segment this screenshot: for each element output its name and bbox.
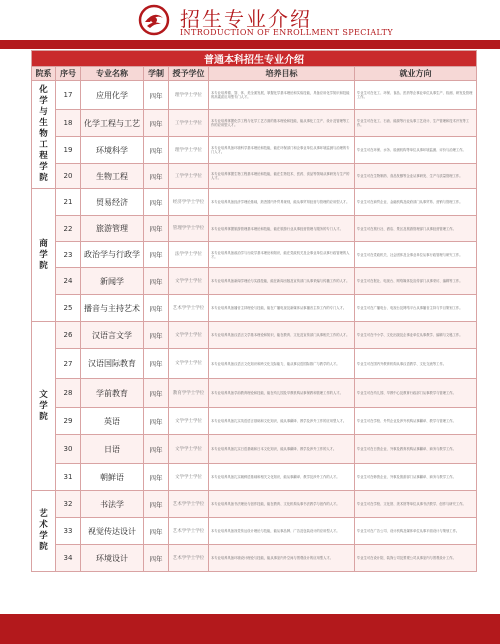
page-title: 招生专业介绍 xyxy=(180,7,312,31)
career-direction: 毕业生可在国内外教育机构从事汉语教学、文化交流等工作。 xyxy=(355,349,477,379)
enrollment-table-container xyxy=(31,50,476,612)
page-header xyxy=(0,0,500,40)
study-years: 四年 xyxy=(144,408,169,435)
enrollment-table xyxy=(31,50,477,572)
degree-type: 文学学士学位 xyxy=(169,464,209,491)
degree-type: 法学学士学位 xyxy=(169,242,209,268)
table-header-row xyxy=(32,67,477,81)
col-header-career: 就业方向 xyxy=(355,67,477,81)
career-direction: 毕业生可在旅行社、酒店、景区及旅游管理部门从事经营管理工作。 xyxy=(355,216,477,242)
training-goal: 本专业培养具备环境科学基本理论和技能，能在环保部门和企事业单位从事环境监测与治理的专门人才。 xyxy=(209,137,355,164)
col-header-degree: 授予学位 xyxy=(169,67,209,81)
study-years: 四年 xyxy=(144,518,169,545)
table-row xyxy=(32,295,477,322)
major-name: 视觉传达设计 xyxy=(81,518,144,545)
major-name: 书法学 xyxy=(81,491,144,518)
col-header-years: 学制 xyxy=(144,67,169,81)
row-number: 26 xyxy=(56,322,81,349)
training-goal: 本专业培养具备视觉传达设计理论与技能，能从事品牌、广告及包装设计的应用型人才。 xyxy=(209,518,355,545)
study-years: 四年 xyxy=(144,110,169,137)
department-name: 艺术学院 xyxy=(39,509,48,552)
training-goal: 本专业培养具备经济学理论基础，熟悉国内外贸易规则，能从事贸易经营与管理的应用型人才。 xyxy=(209,189,355,216)
major-name: 英语 xyxy=(81,408,144,435)
training-goal: 本专业培养掌握旅游管理基本理论和技能，能在旅游行业从事经营管理与服务的专门人才。 xyxy=(209,216,355,242)
department-cell xyxy=(32,322,56,491)
career-direction: 毕业生可在学校、外贸企业及涉外机构从事翻译、教学与管理工作。 xyxy=(355,408,477,435)
row-number: 22 xyxy=(56,216,81,242)
major-name: 朝鲜语 xyxy=(81,464,144,491)
table-row xyxy=(32,268,477,295)
training-goal: 本专业培养具备学前教育理论和技能，能在幼儿园及早教机构从事保教和管理工作的人才。 xyxy=(209,379,355,408)
training-goal: 本专业培养具备汉语言文学基本理论和知识，能在教育、文化及宣传部门从事相关工作的人才。 xyxy=(209,322,355,349)
degree-type: 艺术学学士学位 xyxy=(169,295,209,322)
study-years: 四年 xyxy=(144,137,169,164)
major-name: 汉语国际教育 xyxy=(81,349,144,379)
table-row xyxy=(32,545,477,572)
row-number: 21 xyxy=(56,189,81,216)
department-name: 化学与生物工程学院 xyxy=(39,85,48,183)
study-years: 四年 xyxy=(144,464,169,491)
table-row xyxy=(32,379,477,408)
degree-type: 文学学士学位 xyxy=(169,408,209,435)
study-years: 四年 xyxy=(144,189,169,216)
row-number: 32 xyxy=(56,491,81,518)
row-number: 31 xyxy=(56,464,81,491)
training-goal: 本专业培养具备扎实英语语言基础和文化知识，能从事翻译、教学及涉外工作的应用型人才。 xyxy=(209,408,355,435)
top-red-bar xyxy=(0,40,500,49)
major-name: 新闻学 xyxy=(81,268,144,295)
degree-type: 艺术学学士学位 xyxy=(169,491,209,518)
career-direction: 毕业生可在学校、文化馆、美术馆等单位从事书法教学、创作与研究工作。 xyxy=(355,491,477,518)
training-goal: 本专业培养德、智、体、美全面发展，掌握化学基本理论和实验技能，具备应用化学知识和技能的高素质应用型专门人才。 xyxy=(209,81,355,110)
row-number: 30 xyxy=(56,435,81,464)
career-direction: 毕业生可在生物制药、食品发酵等企业从事研发、生产与质量管理工作。 xyxy=(355,164,477,189)
university-logo-icon xyxy=(138,4,170,36)
training-goal: 本专业培养具备书法理论与创作技能，能在教育、文化机构从事书法教学与创作的人才。 xyxy=(209,491,355,518)
degree-type: 文学学士学位 xyxy=(169,349,209,379)
career-direction: 毕业生可在报社、电视台、网络媒体及宣传部门从事采访、编辑等工作。 xyxy=(355,268,477,295)
row-number: 34 xyxy=(56,545,81,572)
study-years: 四年 xyxy=(144,268,169,295)
degree-type: 管理学学士学位 xyxy=(169,216,209,242)
row-number: 27 xyxy=(56,349,81,379)
table-row xyxy=(32,137,477,164)
study-years: 四年 xyxy=(144,216,169,242)
row-number: 33 xyxy=(56,518,81,545)
career-direction: 毕业生可在广告公司、设计机构及媒体单位从事平面设计与策划工作。 xyxy=(355,518,477,545)
degree-type: 工学学士学位 xyxy=(169,164,209,189)
career-direction: 毕业生可在党政机关、社会团体及企事业单位从事行政管理与研究工作。 xyxy=(355,242,477,268)
study-years: 四年 xyxy=(144,379,169,408)
major-name: 旅游管理 xyxy=(81,216,144,242)
training-goal: 本专业培养具备扎实朝鲜语基础和相关文化知识，能从事翻译、教学及涉外工作的人才。 xyxy=(209,464,355,491)
training-goal: 本专业培养掌握化学工程与化学工艺方面的基本理论和技能，能从事化工生产、设计及管理等工作的应用型人才。 xyxy=(209,110,355,137)
table-row xyxy=(32,491,477,518)
table-row xyxy=(32,349,477,379)
table-row xyxy=(32,242,477,268)
study-years: 四年 xyxy=(144,322,169,349)
col-header-dept: 院系 xyxy=(32,67,56,81)
row-number: 28 xyxy=(56,379,81,408)
table-row xyxy=(32,518,477,545)
major-name: 贸易经济 xyxy=(81,189,144,216)
career-direction: 毕业生可在设计院、装饰公司及景观公司从事室内与景观设计工作。 xyxy=(355,545,477,572)
degree-type: 理学学士学位 xyxy=(169,137,209,164)
row-number: 20 xyxy=(56,164,81,189)
col-header-goal: 培养目标 xyxy=(209,67,355,81)
row-number: 25 xyxy=(56,295,81,322)
table-row xyxy=(32,81,477,110)
training-goal: 本专业培养具备政治学与行政学基本理论和知识，能在党政机关及企事业单位从事行政管理的人才。 xyxy=(209,242,355,268)
department-cell xyxy=(32,189,56,322)
department-name: 商学院 xyxy=(39,238,48,271)
row-number: 19 xyxy=(56,137,81,164)
training-goal: 本专业培养具备汉语言文化知识和跨文化交际能力，能从事汉语国际推广与教学的人才。 xyxy=(209,349,355,379)
career-direction: 毕业生可在化工、石油、能源等行业从事工艺设计、生产管理和技术开发等工作。 xyxy=(355,110,477,137)
table-body xyxy=(32,81,477,572)
row-number: 17 xyxy=(56,81,81,110)
training-goal: 本专业培养掌握生物工程基本理论和技能，能在生物技术、医药、食品等领域从事研发与生产的人才。 xyxy=(209,164,355,189)
department-cell xyxy=(32,491,56,572)
table-row xyxy=(32,322,477,349)
col-header-no: 序号 xyxy=(56,67,81,81)
major-name: 日语 xyxy=(81,435,144,464)
major-name: 化学工程与工艺 xyxy=(81,110,144,137)
career-direction: 毕业生可在化工、环保、食品、医药等企事业单位从事生产、检测、研发及管理工作。 xyxy=(355,81,477,110)
study-years: 四年 xyxy=(144,164,169,189)
study-years: 四年 xyxy=(144,81,169,110)
degree-type: 工学学士学位 xyxy=(169,110,209,137)
row-number: 23 xyxy=(56,242,81,268)
study-years: 四年 xyxy=(144,491,169,518)
page-subtitle: INTRODUCTION OF ENROLLMENT SPECIALTY xyxy=(180,28,394,37)
major-name: 播音与主持艺术 xyxy=(81,295,144,322)
degree-type: 文学学士学位 xyxy=(169,322,209,349)
degree-type: 教育学学士学位 xyxy=(169,379,209,408)
major-name: 生物工程 xyxy=(81,164,144,189)
training-goal: 本专业培养具备扎实日语基础和日本文化知识，能从事翻译、教学及涉外工作的人才。 xyxy=(209,435,355,464)
table-row xyxy=(32,110,477,137)
training-goal: 本专业培养具备播音主持理论与技能，能在广播电视及新媒体从事播音主持工作的专门人才。 xyxy=(209,295,355,322)
major-name: 环境科学 xyxy=(81,137,144,164)
training-goal: 本专业培养具备新闻学理论与实践技能，能在新闻出版及宣传部门从事采编与传播工作的人才。 xyxy=(209,268,355,295)
study-years: 四年 xyxy=(144,545,169,572)
table-row xyxy=(32,216,477,242)
table-row xyxy=(32,435,477,464)
career-direction: 毕业生可在幼儿园、早教中心及教育行政部门从事教学与管理工作。 xyxy=(355,379,477,408)
major-name: 汉语言文学 xyxy=(81,322,144,349)
degree-type: 经济学学士学位 xyxy=(169,189,209,216)
department-cell xyxy=(32,81,56,189)
table-row xyxy=(32,189,477,216)
career-direction: 毕业生可在中小学、文化出版及企事业单位从事教学、编辑与文秘工作。 xyxy=(355,322,477,349)
study-years: 四年 xyxy=(144,435,169,464)
col-header-major: 专业名称 xyxy=(81,67,144,81)
table-caption: 普通本科招生专业介绍 xyxy=(32,51,477,67)
major-name: 应用化学 xyxy=(81,81,144,110)
degree-type: 理学学士学位 xyxy=(169,81,209,110)
career-direction: 毕业生可在韩资企业、外事及旅游部门从事翻译、商务与教学工作。 xyxy=(355,464,477,491)
table-row xyxy=(32,464,477,491)
table-row xyxy=(32,408,477,435)
major-name: 政治学与行政学 xyxy=(81,242,144,268)
career-direction: 毕业生可在日资企业、外事及教育机构从事翻译、商务与教学工作。 xyxy=(355,435,477,464)
department-name: 文学院 xyxy=(39,389,48,422)
degree-type: 艺术学学士学位 xyxy=(169,545,209,572)
row-number: 29 xyxy=(56,408,81,435)
career-direction: 毕业生可在商贸企业、金融机构及政府部门从事贸易、营销与管理工作。 xyxy=(355,189,477,216)
bottom-red-bar xyxy=(0,614,500,644)
study-years: 四年 xyxy=(144,295,169,322)
training-goal: 本专业培养具备环境设计理论与技能，能从事室内外空间与景观设计的应用型人才。 xyxy=(209,545,355,572)
career-direction: 毕业生可在环保、水务、检测机构等单位从事环境监测、评价与治理工作。 xyxy=(355,137,477,164)
row-number: 24 xyxy=(56,268,81,295)
table-row xyxy=(32,164,477,189)
study-years: 四年 xyxy=(144,349,169,379)
degree-type: 文学学士学位 xyxy=(169,268,209,295)
row-number: 18 xyxy=(56,110,81,137)
degree-type: 艺术学学士学位 xyxy=(169,518,209,545)
degree-type: 文学学士学位 xyxy=(169,435,209,464)
major-name: 环境设计 xyxy=(81,545,144,572)
career-direction: 毕业生可在广播电台、电视台及网络平台从事播音主持与节目策划工作。 xyxy=(355,295,477,322)
major-name: 学前教育 xyxy=(81,379,144,408)
study-years: 四年 xyxy=(144,242,169,268)
